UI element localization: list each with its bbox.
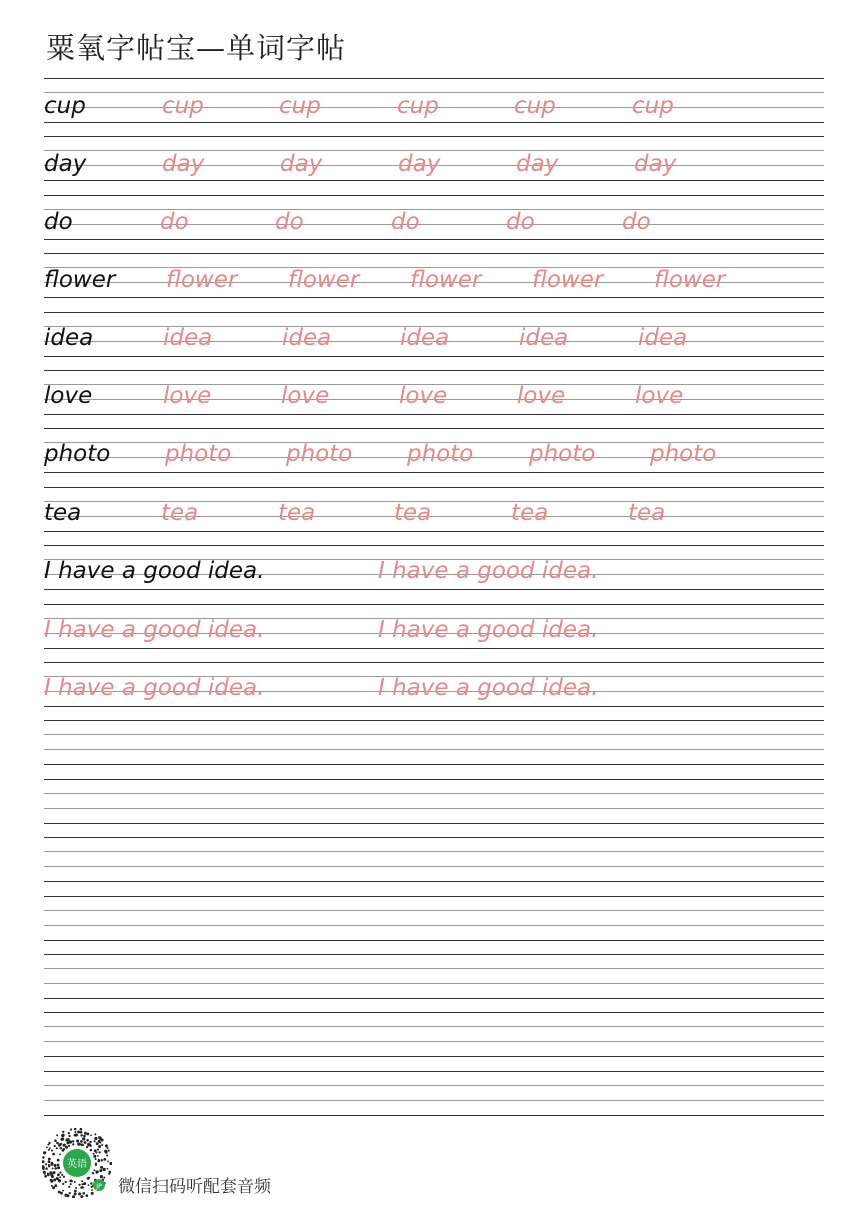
- word-row: [44, 142, 824, 186]
- model-word: photo: [44, 441, 111, 467]
- trace-word: photo: [529, 441, 596, 467]
- model-word: do: [44, 209, 73, 235]
- trace-word: tea: [394, 500, 432, 526]
- sentence-row: [44, 549, 824, 593]
- trace-word: flower: [288, 267, 360, 293]
- trace-sentence: I have a good idea.: [378, 558, 599, 584]
- trace-word: idea: [282, 325, 332, 351]
- word-row: [44, 316, 824, 360]
- qr-badge-label: 英语: [67, 1159, 87, 1170]
- trace-sentence: I have a good idea.: [378, 617, 599, 643]
- trace-sentence: I have a good idea.: [378, 675, 599, 701]
- trace-word: cup: [279, 93, 321, 119]
- model-word: cup: [44, 93, 86, 119]
- trace-word: cup: [162, 93, 204, 119]
- trace-word: day: [162, 151, 205, 177]
- trace-word: cup: [397, 93, 439, 119]
- model-sentence: I have a good idea.: [44, 558, 265, 584]
- trace-word: love: [517, 383, 566, 409]
- sentence-row: [44, 666, 824, 710]
- trace-word: flower: [654, 267, 726, 293]
- trace-word: flower: [166, 267, 238, 293]
- word-row: [44, 84, 824, 128]
- trace-word: photo: [165, 441, 232, 467]
- trace-word: cup: [632, 93, 674, 119]
- word-row: [44, 374, 824, 418]
- trace-word: idea: [638, 325, 688, 351]
- trace-word: photo: [407, 441, 474, 467]
- model-word: day: [44, 151, 87, 177]
- trace-word: do: [506, 209, 535, 235]
- trace-word: idea: [519, 325, 569, 351]
- trace-word: tea: [511, 500, 549, 526]
- qr-code-icon[interactable]: [42, 1128, 112, 1198]
- trace-word: photo: [286, 441, 353, 467]
- trace-word: do: [391, 209, 420, 235]
- trace-word: day: [280, 151, 323, 177]
- model-word: flower: [44, 267, 116, 293]
- trace-word: do: [622, 209, 651, 235]
- word-row: [44, 432, 824, 476]
- trace-word: flower: [410, 267, 482, 293]
- trace-word: idea: [163, 325, 213, 351]
- trace-sentence: I have a good idea.: [44, 675, 265, 701]
- trace-word: love: [399, 383, 448, 409]
- word-row: [44, 491, 824, 535]
- trace-word: cup: [514, 93, 556, 119]
- model-word: tea: [44, 500, 82, 526]
- trace-word: tea: [278, 500, 316, 526]
- trace-word: love: [163, 383, 212, 409]
- trace-word: love: [281, 383, 330, 409]
- trace-sentence: I have a good idea.: [44, 617, 265, 643]
- model-word: idea: [44, 325, 94, 351]
- sentence-row: [44, 608, 824, 652]
- word-row: [44, 258, 824, 302]
- trace-word: day: [516, 151, 559, 177]
- trace-word: love: [635, 383, 684, 409]
- trace-word: do: [275, 209, 304, 235]
- trace-word: do: [160, 209, 189, 235]
- page-title: 粟氧字帖宝—单词字帖: [46, 31, 347, 65]
- trace-word: day: [398, 151, 441, 177]
- qr-badge-sub: JP: [96, 1183, 102, 1190]
- trace-word: day: [634, 151, 677, 177]
- footer-audio-hint: 微信扫码听配套音频: [118, 1177, 271, 1197]
- model-word: love: [44, 383, 93, 409]
- trace-word: flower: [532, 267, 604, 293]
- trace-word: tea: [628, 500, 666, 526]
- trace-word: photo: [650, 441, 717, 467]
- trace-word: tea: [161, 500, 199, 526]
- trace-word: idea: [400, 325, 450, 351]
- word-row: [44, 200, 824, 244]
